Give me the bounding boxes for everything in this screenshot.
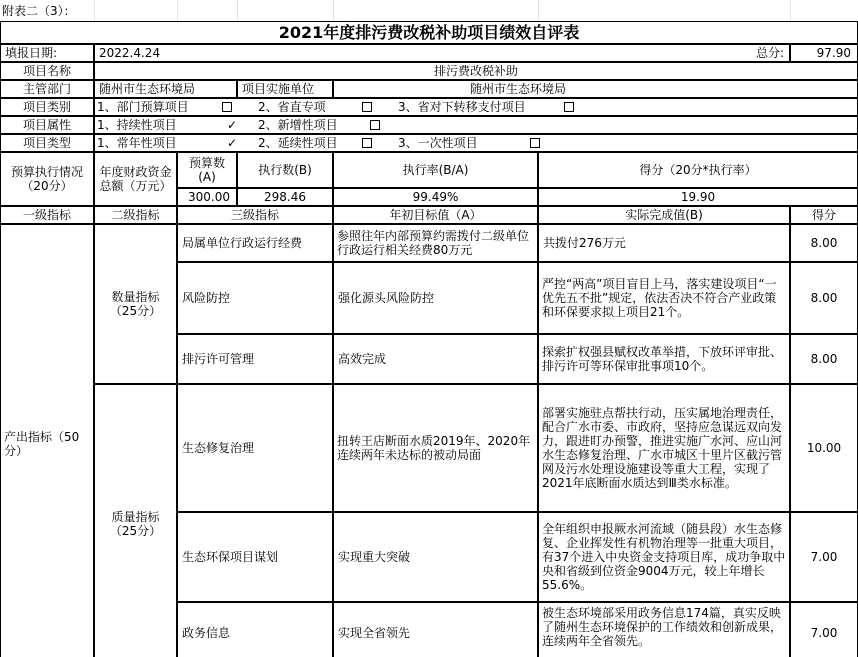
budget-score-label: 得分（20分*执行率） (538, 152, 858, 188)
attr-option-2-checkbox[interactable] (370, 120, 380, 130)
target-value-cell[interactable]: 实现重大突破 (333, 512, 538, 602)
header-level2: 二级指标 (94, 206, 177, 224)
indicator-name: 排污许可管理 (177, 334, 333, 384)
attr-option-1-check-icon[interactable]: ✓ (227, 118, 238, 132)
project-name-value[interactable]: 排污费改税补助 (94, 62, 858, 80)
attr-options-cell (94, 116, 858, 134)
dept-label: 主管部门 (0, 80, 94, 98)
category-label: 项目类别 (0, 98, 94, 116)
type-label: 项目类型 (0, 134, 94, 152)
category-option-1-checkbox[interactable] (222, 102, 232, 112)
impl-unit-value[interactable]: 随州市生态环境局 (333, 80, 858, 98)
budget-total-label: 年度财政资金总额（万元） (94, 152, 177, 206)
fill-date-label: 填报日期: (0, 44, 94, 62)
total-score-value[interactable]: 97.90 (790, 44, 858, 62)
score-cell[interactable]: 8.00 (790, 334, 858, 384)
exec-rate-value[interactable]: 99.49% (333, 188, 538, 206)
type-option-3: 3、一次性项目 (398, 136, 478, 150)
category-option-2-checkbox[interactable] (362, 102, 372, 112)
type-option-3-checkbox[interactable] (530, 138, 540, 148)
category-option-2: 2、省直专项 (258, 100, 326, 114)
project-name-label: 项目名称 (0, 62, 94, 80)
score-cell[interactable]: 10.00 (790, 384, 858, 512)
header-level3: 三级指标 (177, 206, 333, 224)
actual-value-cell[interactable]: 部署实施驻点帮扶行动，压实属地治理责任，配合广水市委、市政府，坚持应急谋远双向发力，跟进盯办预警，推进实施广水河、应山河水生态修复治理、广水市城区十里片区截污管网及污水处理设施建设等重大工程，实现了2021年底断面水质达到Ⅲ类水标准。 (538, 384, 790, 512)
exec-amount-label: 执行数(B) (237, 152, 333, 188)
score-cell[interactable]: 8.00 (790, 262, 858, 334)
target-value-cell[interactable]: 实现全省领先 (333, 602, 538, 657)
output-indicator-label: 产出指标（50分） (0, 224, 94, 657)
quantity-indicator-label: 数量指标（25分） (94, 224, 177, 384)
attr-label: 项目属性 (0, 116, 94, 134)
target-value-cell[interactable]: 扭转王店断面水质2019年、2020年连续两年未达标的被动局面 (333, 384, 538, 512)
header-level1: 一级指标 (0, 206, 94, 224)
budget-amount-label: 预算数(A) (177, 152, 237, 188)
actual-value-cell[interactable]: 探索扩权强县赋权改革举措，下放环评审批、排污许可等环保审批事项10个。 (538, 334, 790, 384)
indicator-name: 政务信息 (177, 602, 333, 657)
type-option-2-checkbox[interactable] (362, 138, 372, 148)
budget-score-value[interactable]: 19.90 (538, 188, 858, 206)
exec-rate-label: 执行率(B/A) (333, 152, 538, 188)
actual-value-cell[interactable]: 共拨付276万元 (538, 224, 790, 262)
fill-date-value[interactable]: 2022.4.24 (94, 44, 790, 62)
total-score-label: 总分: (755, 46, 784, 60)
target-value-cell[interactable]: 强化源头风险防控 (333, 262, 538, 334)
score-cell[interactable]: 7.00 (790, 512, 858, 602)
actual-value-cell[interactable]: 全年组织申报厥水河流域（随县段）水生态修复、企业挥发性有机物治理等一批重大项目，有37个进入中央资金支持项目库，成功争取中央和省级到位资金9004万元，较上年增长55.6%。 (538, 512, 790, 602)
attr-option-1: 1、持续性项目 (97, 118, 177, 132)
category-option-3: 3、省对下转移支付项目 (398, 100, 526, 114)
indicator-name: 风险防控 (177, 262, 333, 334)
score-cell[interactable]: 8.00 (790, 224, 858, 262)
header-target: 年初目标值（A） (333, 206, 538, 224)
header-actual: 实际完成值(B) (538, 206, 790, 224)
quality-indicator-label: 质量指标（25分） (94, 384, 177, 657)
page-title: 2021年度排污费改税补助项目绩效自评表 (0, 21, 858, 44)
budget-amount-value[interactable]: 300.00 (177, 188, 237, 206)
exec-amount-value[interactable]: 298.46 (237, 188, 333, 206)
category-option-3-checkbox[interactable] (564, 102, 574, 112)
type-option-2: 2、延续性项目 (258, 136, 338, 150)
actual-value-cell[interactable]: 严控“两高”项目盲目上马，落实建设项目“一优先五不批”规定，依法否决不符合产业政策和环保要求拟上项目21个。 (538, 262, 790, 334)
indicator-name: 局属单位行政运行经费 (177, 224, 333, 262)
score-cell[interactable]: 7.00 (790, 602, 858, 657)
type-option-1: 1、常年性项目 (97, 136, 177, 150)
indicator-name: 生态修复治理 (177, 384, 333, 512)
budget-section-label: 预算执行情况（20分） (0, 152, 94, 206)
appendix-label: 附表二（3）： (2, 4, 76, 18)
attr-option-2: 2、新增性项目 (258, 118, 338, 132)
target-value-cell[interactable]: 高效完成 (333, 334, 538, 384)
indicator-name: 生态环保项目谋划 (177, 512, 333, 602)
type-option-1-check-icon[interactable]: ✓ (227, 136, 238, 150)
dept-value[interactable]: 随州市生态环境局 (94, 80, 237, 98)
impl-unit-label: 项目实施单位 (237, 80, 333, 98)
header-score: 得分 (790, 206, 858, 224)
category-option-1: 1、部门预算项目 (97, 100, 189, 114)
target-value-cell[interactable]: 参照往年内部预算约需拨付二级单位行政运行相关经费80万元 (333, 224, 538, 262)
actual-value-cell[interactable]: 被生态环境部采用政务信息174篇，真实反映了随州生态环境保护的工作绩效和创新成果，连续两年全省领先。 (538, 602, 790, 657)
